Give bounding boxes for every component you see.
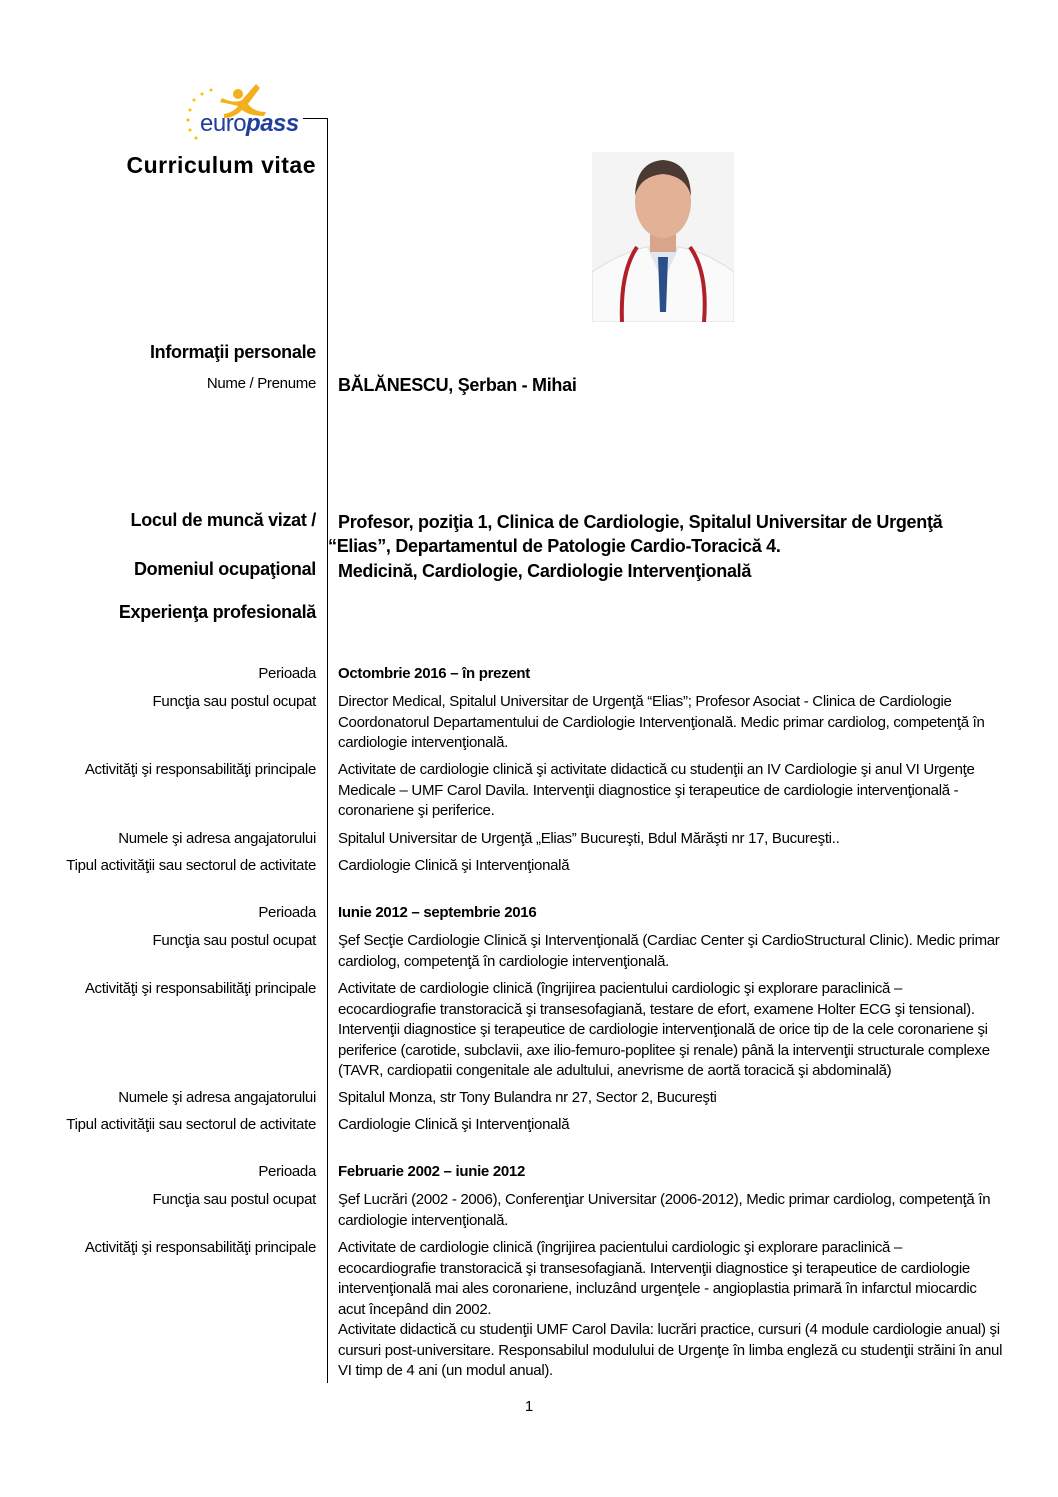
employer-label: Numele şi adresa angajatorului [118,830,316,847]
sector-value: Cardiologie Clinică şi Intervenţională [338,1116,570,1133]
activities-label: Activităţi şi responsabilităţi principale [84,761,316,778]
position-label: Funcţia sau postul ocupat [152,693,316,710]
experience-heading: Experienţa profesională [118,602,316,622]
period-value: Iunie 2012 – septembrie 2016 [338,904,537,921]
sector-label: Tipul activităţii sau sectorul de activitate [66,857,316,874]
activities-teaching: Activitate didactică cu studenţii UMF Carol Davila: lucrări practice, cursuri (4 module cardiologie anual) şi cursuri post-universitare. Responsabilul modulului de Urgenţe în limba engleză cu studenţii străini în anul VI timp de 4 ani (un modul anual). [338,1321,1003,1379]
name-label: Nume / Prenume [206,375,316,392]
period-value: Octombrie 2016 – în prezent [338,665,530,682]
activities-label: Activităţi şi responsabilităţi principale [84,1239,316,1256]
period-label: Perioada [258,1163,316,1180]
employer-value: Spitalul Monza, str Tony Bulandra nr 27, Sector 2, Bucureşti [338,1089,717,1106]
document-title: Curriculum vitae [126,152,316,178]
header-rule [303,118,328,119]
activities-clinical: Activitate de cardiologie clinică (îngrijirea pacientului cardiologic şi explorare paraclinică – ecocardiografie transtoracică şi transesofagiană. Intervenţii diagnostice şi terapeutice de cardiologie intervenţională mai ales coronariene, incluzând urgenţele - angioplastia primară în infarctul miocardic acut începând din 2002. [338,1239,977,1318]
job-label: Locul de muncă vizat / [130,510,316,530]
europass-logo-text: europass [200,110,299,137]
domain-value: Medicină, Cardiologie, Cardiologie Intervenţională [338,561,752,581]
domain-label: Domeniul ocupaţional [133,559,316,579]
profile-photo [592,152,734,322]
activities-value: Activitate de cardiologie clinică (îngrijirea pacientului cardiologic şi explorare paraclinică – ecocardiografie transtoracică şi transesofagiană, testare de efort, examene Holter ECG şi tensional). Intervenţii diagnostice şi terapeutice de cardiologie intervenţională de orice tip de la cele coronariene şi periferice (carotide, subclavii, axe ilio-femuro-poplitee şi renale) până la intervenţii structurale complexe (TAVR, cardiopatii congenitale ale adultului, anevrisme de aortă toracică şi abdominală) [338,980,990,1079]
activities-value: Activitate de cardiologie clinică şi activitate didactică cu studenţii an IV Cardiologie şi anul VI Urgenţe Medicale – UMF Carol Davila. Intervenţii diagnostice şi terapeutice de cardiologie intervenţională - coronariene şi periferice. [338,761,975,819]
period-value: Februarie 2002 – iunie 2012 [338,1163,526,1180]
sector-value: Cardiologie Clinică şi Intervenţională [338,857,570,874]
period-label: Perioada [258,904,316,921]
employer-value: Spitalul Universitar de Urgenţă „Elias” Bucureşti, Bdul Mărăşti nr 17, Bucureşti.. [338,830,840,847]
name-value: BĂLĂNESCU, Şerban - Mihai [338,375,577,395]
activities-label: Activităţi şi responsabilităţi principale [84,980,316,997]
personal-info-heading: Informaţii personale [149,342,316,362]
page-number: 1 [524,1398,534,1415]
position-label: Funcţia sau postul ocupat [152,1191,316,1208]
position-value: Şef Secţie Cardiologie Clinică şi Intervenţională (Cardiac Center şi CardioStructural Clinic). Medic primar cardiolog, competenţă în cardiologie intervenţională. [338,932,1000,970]
position-label: Funcţia sau postul ocupat [152,932,316,949]
position-value: Şef Lucrări (2002 - 2006), Conferenţiar Universitar (2006-2012), Medic primar cardiolog, competenţă în cardiologie intervenţională. [338,1191,991,1229]
job-value: Profesor, poziţia 1, Clinica de Cardiologie, Spitalul Universitar de Urgenţă “Elias”, Departamentul de Patologie Cardio-Toracică 4. [328,512,943,556]
position-value: Director Medical, Spitalul Universitar de Urgenţă “Elias”; Profesor Asociat - Clinica de Cardiologie Coordonatorul Departamentului de Cardiologie Intervenţională. Medic primar cardiolog, competenţă în cardiologie intervenţională. [338,693,985,751]
column-divider [327,118,328,1383]
sector-label: Tipul activităţii sau sectorul de activitate [66,1116,316,1133]
activities-value [338,1238,1003,1382]
period-label: Perioada [258,665,316,682]
employer-label: Numele şi adresa angajatorului [118,1089,316,1106]
